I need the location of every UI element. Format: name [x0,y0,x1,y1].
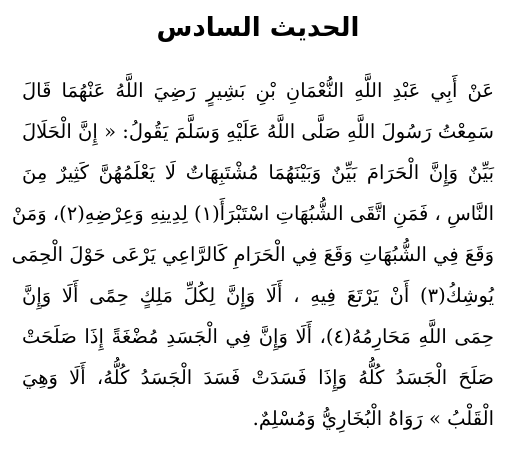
hadith-line-7: حِمَى اللَّهِ مَحَارِمُهُ(٤)، أَلَا وَإِنَّ فِي الْجَسَدِ مُضْغَةً إِذَا صَلَحَتْ [22,325,494,348]
hadith-line-4: النَّاسِ ، فَمَنِ اتَّقَى الشُّبُهَاتِ اسْتَبْرَأَ(١) لِدِينِهِ وَعِرْضِهِ(٢)، وَمَنْ [11,202,494,225]
hadith-line-2: سَمِعْتُ رَسُولَ اللَّهِ صَلَّى اللَّهُ عَلَيْهِ وَسَلَّمَ يَقُولُ: « إِنَّ الْحَلَالَ [22,120,494,143]
hadith-line-1: عَنْ أَبِي عَبْدِ اللَّهِ النُّعْمَانِ بْنِ بَشِيرٍ رَضِيَ اللَّهُ عَنْهُمَا قَالَ [22,79,494,102]
hadith-title: الحديث السادس [156,13,360,43]
hadith-line-3: بَيِّنٌ وَإِنَّ الْحَرَامَ بَيِّنٌ وَبَيْنَهُمَا مُشْتَبِهَاتٌ لَا يَعْلَمُهُنَّ كَثِيرٌ مِنَ [22,161,494,184]
hadith-line-5: وَقَعَ فِي الشُّبُهَاتِ وَقَعَ فِي الْحَرَامِ كَالرَّاعِي يَرْعَى حَوْلَ الْحِمَى [11,243,494,266]
hadith-line-9: الْقَلْبُ » رَوَاهُ الْبُخَارِيُّ وَمُسْلِمٌ. [252,407,494,430]
hadith-line-6: يُوشِكُ(٣) أَنْ يَرْتَعَ فِيهِ ، أَلَا وَإِنَّ لِكُلِّ مَلِكٍ حِمًى أَلَا وَإِنَّ [22,284,494,307]
hadith-text [11,70,494,439]
hadith-line-8: صَلَحَ الْجَسَدُ كُلُّهُ وَإِذَا فَسَدَتْ فَسَدَ الْجَسَدُ كُلُّهُ، أَلَا وَهِيَ [22,366,494,389]
